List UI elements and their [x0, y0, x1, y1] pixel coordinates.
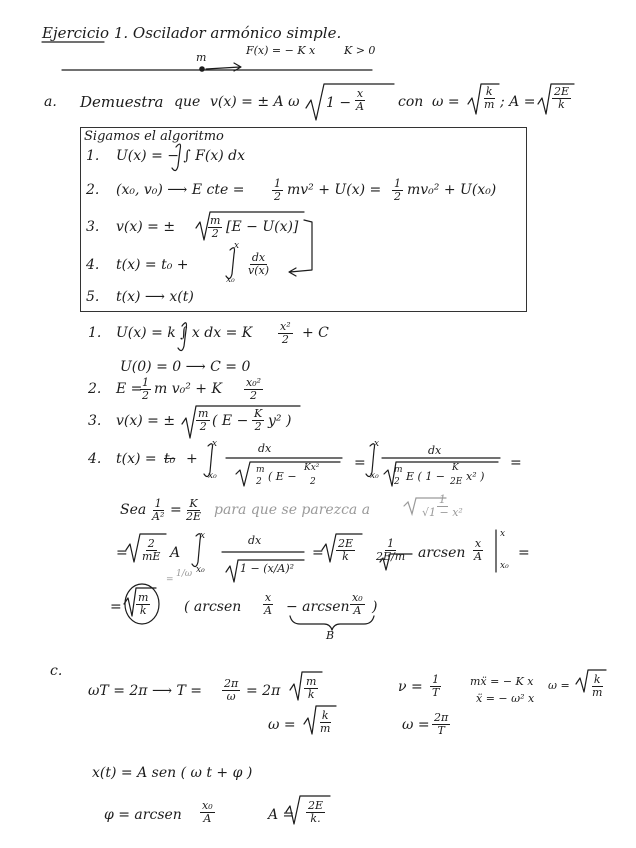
sea-1-over-a2 — [150, 498, 166, 522]
l6-2e-over-k — [336, 538, 355, 562]
a-denominator: A — [264, 603, 272, 617]
l6-int-root: 1 − (x/A)² — [240, 562, 295, 575]
step-3-m-over-2 — [208, 215, 222, 239]
two-numerator: 2 — [147, 537, 155, 550]
v-denominator: v(x) — [248, 263, 270, 277]
k-denominator: k — [307, 687, 315, 701]
l6-upper: x — [200, 531, 206, 541]
k-numerator: k — [485, 85, 493, 98]
work-3-k-over-2 — [252, 408, 264, 432]
sea-equals: = — [170, 502, 182, 518]
l7-arcsen-open: ( arcsen — [184, 599, 242, 615]
work-4-upper-limit: x — [212, 439, 218, 449]
work-4-lower-limit: x₀ — [208, 471, 217, 481]
demuestra-word: Demuestra — [80, 93, 164, 111]
one-numerator: 1 — [387, 537, 395, 550]
step-3-bracket: [E − U(x)] — [226, 219, 299, 235]
omega-eq-right: ω = — [548, 679, 570, 692]
half-denominator: 2 — [142, 388, 149, 402]
omega-equals: ω = — [432, 94, 460, 110]
a-denominator: A — [353, 603, 362, 617]
work-1-potential: U(x) = k ∫ x dx = K — [116, 325, 253, 341]
part-c-label: c. — [50, 663, 63, 679]
two-denominator: 2 — [211, 226, 219, 240]
l7-minus-arcsen: − arcsen — [286, 599, 350, 615]
k-numerator: K — [254, 407, 263, 420]
force-expression: F(x) = − K x — [246, 44, 316, 57]
brace-label-b: B — [326, 629, 335, 642]
force-arrow — [206, 63, 241, 71]
sea-k-over-2e — [184, 498, 203, 522]
equation-of-motion: mẍ = − K x — [470, 675, 534, 688]
k-denominator: k — [139, 603, 147, 617]
a-denominator: A — [474, 549, 482, 563]
l7-m-over-k — [136, 592, 150, 616]
l6-a: A — [170, 545, 181, 561]
mass-dot — [200, 67, 204, 71]
omega-k-over-m — [318, 710, 332, 734]
k-numerator: k — [321, 709, 329, 722]
l6-x-over-a — [472, 538, 484, 562]
gray-note-fraction — [420, 494, 465, 518]
x0sq-numerator: x₀² — [246, 376, 262, 389]
l6-equals: = — [116, 545, 128, 561]
l6-int-dx: dx — [248, 534, 262, 547]
m-denominator: m — [320, 721, 331, 735]
work-4-number: 4. — [88, 451, 102, 467]
work-4-int1-m: m — [256, 465, 265, 475]
con-word: con — [398, 94, 424, 110]
2pi-numerator: 2π — [434, 711, 449, 724]
exercise-title: Ejercicio 1. Oscilador armónico simple. — [42, 24, 342, 42]
l7-x-over-a — [262, 592, 274, 616]
omega-2pi-over-t — [432, 712, 450, 736]
work-4-plus: + — [186, 451, 198, 467]
work-4-int1-open: ( E − — [268, 470, 297, 483]
work-1-constant: + C — [302, 325, 329, 341]
work-2-e-eq: E = — [116, 381, 143, 397]
l6-eval-bottom: x₀ — [500, 561, 509, 571]
work-4-int2-k: K — [452, 463, 459, 473]
work-4-end-equals: = — [510, 455, 522, 471]
work-3-close: y² ) — [268, 413, 292, 429]
k-condition: K > 0 — [344, 44, 376, 57]
m-numerator: m — [210, 214, 221, 227]
omega-relation: ω = — [268, 717, 296, 733]
step-2-half-a — [272, 178, 283, 202]
period-result: = 2π — [246, 683, 281, 699]
one-numerator: 1 — [154, 497, 162, 510]
work-3-lhs: v(x) = ± — [116, 413, 176, 429]
2e-over-k-fraction — [552, 86, 571, 110]
two-denominator: 2 — [250, 388, 258, 402]
period-m-over-k — [304, 676, 318, 700]
2e-numerator: 2E — [308, 799, 324, 812]
x-over-a-numerator: x — [356, 87, 364, 100]
t-denominator: T — [432, 685, 440, 699]
step-4-upper-limit: x — [234, 241, 240, 251]
x2-numerator: x² — [280, 320, 291, 333]
half-denominator: 2 — [394, 189, 401, 203]
step-5-number: 5. — [86, 289, 100, 305]
k-denominator: k. — [310, 811, 321, 825]
work-3-number: 3. — [88, 413, 102, 429]
work-3-open: ( E − — [212, 413, 249, 429]
l6-1-over-root — [374, 538, 407, 562]
a-denominator: A — [203, 811, 212, 825]
work-1-condition: U(0) = 0 ⟶ C = 0 — [120, 359, 251, 375]
l7-equals-over: = — [166, 575, 174, 585]
work-2-number: 2. — [88, 381, 102, 397]
amplitude-2e-over-k — [306, 800, 325, 824]
work-4-int2-2: 2 — [394, 477, 400, 487]
step-1-number: 1. — [86, 148, 100, 164]
period-fraction — [222, 678, 240, 702]
l7-one-over-omega: 1/ω — [176, 569, 193, 579]
step-4-lhs: t(x) = t₀ + — [116, 257, 189, 273]
work-4-int2-m: m — [394, 465, 403, 475]
half-denominator: 2 — [274, 189, 281, 203]
phase-relation: φ = arcsen — [104, 807, 182, 823]
work-4-int2-2e: 2E — [450, 477, 463, 487]
two-denominator: 2 — [199, 419, 207, 433]
l6-equals-2: = — [312, 545, 324, 561]
step-2-initial-energy: mv₀² + U(x₀) — [407, 182, 497, 198]
work-4-struck-t0: t₀ — [164, 451, 176, 467]
step-4-lower-limit: x₀ — [226, 275, 235, 285]
amplitude-relation: A = — [268, 807, 295, 823]
k-denominator: k — [558, 97, 565, 111]
root-denominator: 2E/m — [376, 549, 406, 563]
m-denominator: m — [592, 685, 603, 699]
k-over-m-fraction — [482, 86, 496, 110]
step-3-number: 3. — [86, 219, 100, 235]
a2-denominator: A² — [152, 509, 165, 523]
l7-x0-over-a — [350, 592, 365, 616]
m-denominator: m — [484, 97, 495, 111]
dx-numerator: dx — [251, 251, 266, 264]
step-5-formula: t(x) ⟶ x(t) — [116, 289, 194, 305]
omega-denominator: ω — [226, 689, 236, 703]
l6-end-equals: = — [518, 545, 530, 561]
step-3-lhs: v(x) = ± — [116, 219, 176, 235]
sea-word: Sea — [120, 502, 147, 518]
t-denominator: T — [437, 723, 445, 737]
work-4-int2-x2: x² ) — [466, 470, 485, 483]
period-relation: ωT = 2π ⟶ T = — [88, 683, 202, 699]
two-denominator: 2 — [281, 332, 289, 346]
work-4-equals: = — [354, 455, 366, 471]
2e-numerator: 2E — [338, 537, 354, 550]
m-numerator: m — [138, 591, 149, 604]
k-denominator: k — [342, 549, 349, 563]
gray-root-denominator: √1 − x² — [422, 505, 463, 519]
work-4-lhs: t(x) = — [116, 451, 157, 467]
work-4-int1-2: 2 — [256, 477, 262, 487]
m-numerator: m — [306, 675, 317, 688]
x-over-a-fraction — [354, 88, 366, 112]
work-4-int2-dx: dx — [428, 444, 442, 457]
x-numerator: x — [264, 591, 272, 604]
work-1-x2-over-2 — [278, 321, 293, 345]
underbrace-b — [290, 616, 374, 630]
x0-numerator: x₀ — [352, 591, 363, 604]
mass-label: m — [196, 51, 207, 64]
work-3-m-over-2 — [196, 408, 210, 432]
frequency-relation: ν = — [398, 679, 423, 695]
step-2-half-b — [392, 178, 403, 202]
half-numerator: 1 — [274, 177, 281, 190]
me-denominator: mE — [142, 549, 161, 563]
k-numerator: K — [189, 497, 198, 510]
step-2-initial: (x₀, v₀) ⟶ E cte = — [116, 182, 245, 198]
work-2-x0sq-over-2 — [244, 377, 263, 401]
step-4-number: 4. — [86, 257, 100, 273]
equation-of-motion-omega: ẍ = − ω² x — [476, 692, 535, 705]
2e-numerator: 2E — [554, 85, 570, 98]
2pi-numerator: 2π — [224, 677, 239, 690]
gray-note: para que se parezca a — [214, 502, 371, 518]
x0-numerator: x₀ — [202, 799, 213, 812]
work-4-int1-dx: dx — [258, 442, 272, 455]
omega-right-k-over-m — [590, 674, 604, 698]
one-numerator: 1 — [432, 673, 440, 686]
work-4-int1-kx2: Kx² — [304, 463, 320, 473]
m-numerator: m — [198, 407, 209, 420]
que-word: que — [174, 94, 201, 110]
step-2-number: 2. — [86, 182, 100, 198]
a-equals: ; A = — [500, 94, 536, 110]
algorithm-header: Sigamos el algoritmo — [84, 129, 224, 144]
work-2-energy: m v₀² + K — [154, 381, 222, 397]
half-numerator: 1 — [394, 177, 401, 190]
2e-denominator: 2E — [186, 509, 202, 523]
work-4-int1-2b: 2 — [310, 477, 316, 487]
l7-close: ) — [372, 599, 378, 615]
k-numerator: k — [593, 673, 601, 686]
half-numerator: 1 — [142, 376, 149, 389]
frequency-fraction — [430, 674, 441, 698]
velocity-lhs: v(x) = ± A ω — [210, 94, 300, 110]
step-2-energy: mv² + U(x) = — [287, 182, 382, 198]
work-4-int2-upper: x — [374, 439, 380, 449]
position-solution: x(t) = A sen ( ω t + φ ) — [92, 765, 253, 781]
work-2-half — [140, 377, 151, 401]
step-4-dx-over-v — [246, 252, 271, 276]
l6-arcsen: arcsen — [418, 545, 466, 561]
step-1-formula: U(x) = − ∫ F(x) dx — [116, 148, 246, 164]
x-over-a-denominator: A — [356, 99, 364, 113]
part-a-label: a. — [44, 94, 57, 110]
l6-2-over-me — [140, 538, 162, 562]
x-numerator: x — [474, 537, 482, 550]
two-denominator: 2 — [254, 419, 262, 433]
root-one-minus: 1 − — [326, 95, 352, 111]
omega-2pi-relation: ω = — [402, 717, 430, 733]
l7-equals: = — [110, 599, 122, 615]
work-4-int2-e: E ( 1 − — [406, 470, 446, 483]
l6-eval-top: x — [500, 529, 506, 539]
gray-one-numerator: 1 — [438, 493, 446, 506]
l6-lower: x₀ — [196, 565, 205, 575]
work-1-number: 1. — [88, 325, 102, 341]
phase-x0-over-a — [200, 800, 215, 824]
work-4-int2-lower: x₀ — [370, 471, 379, 481]
